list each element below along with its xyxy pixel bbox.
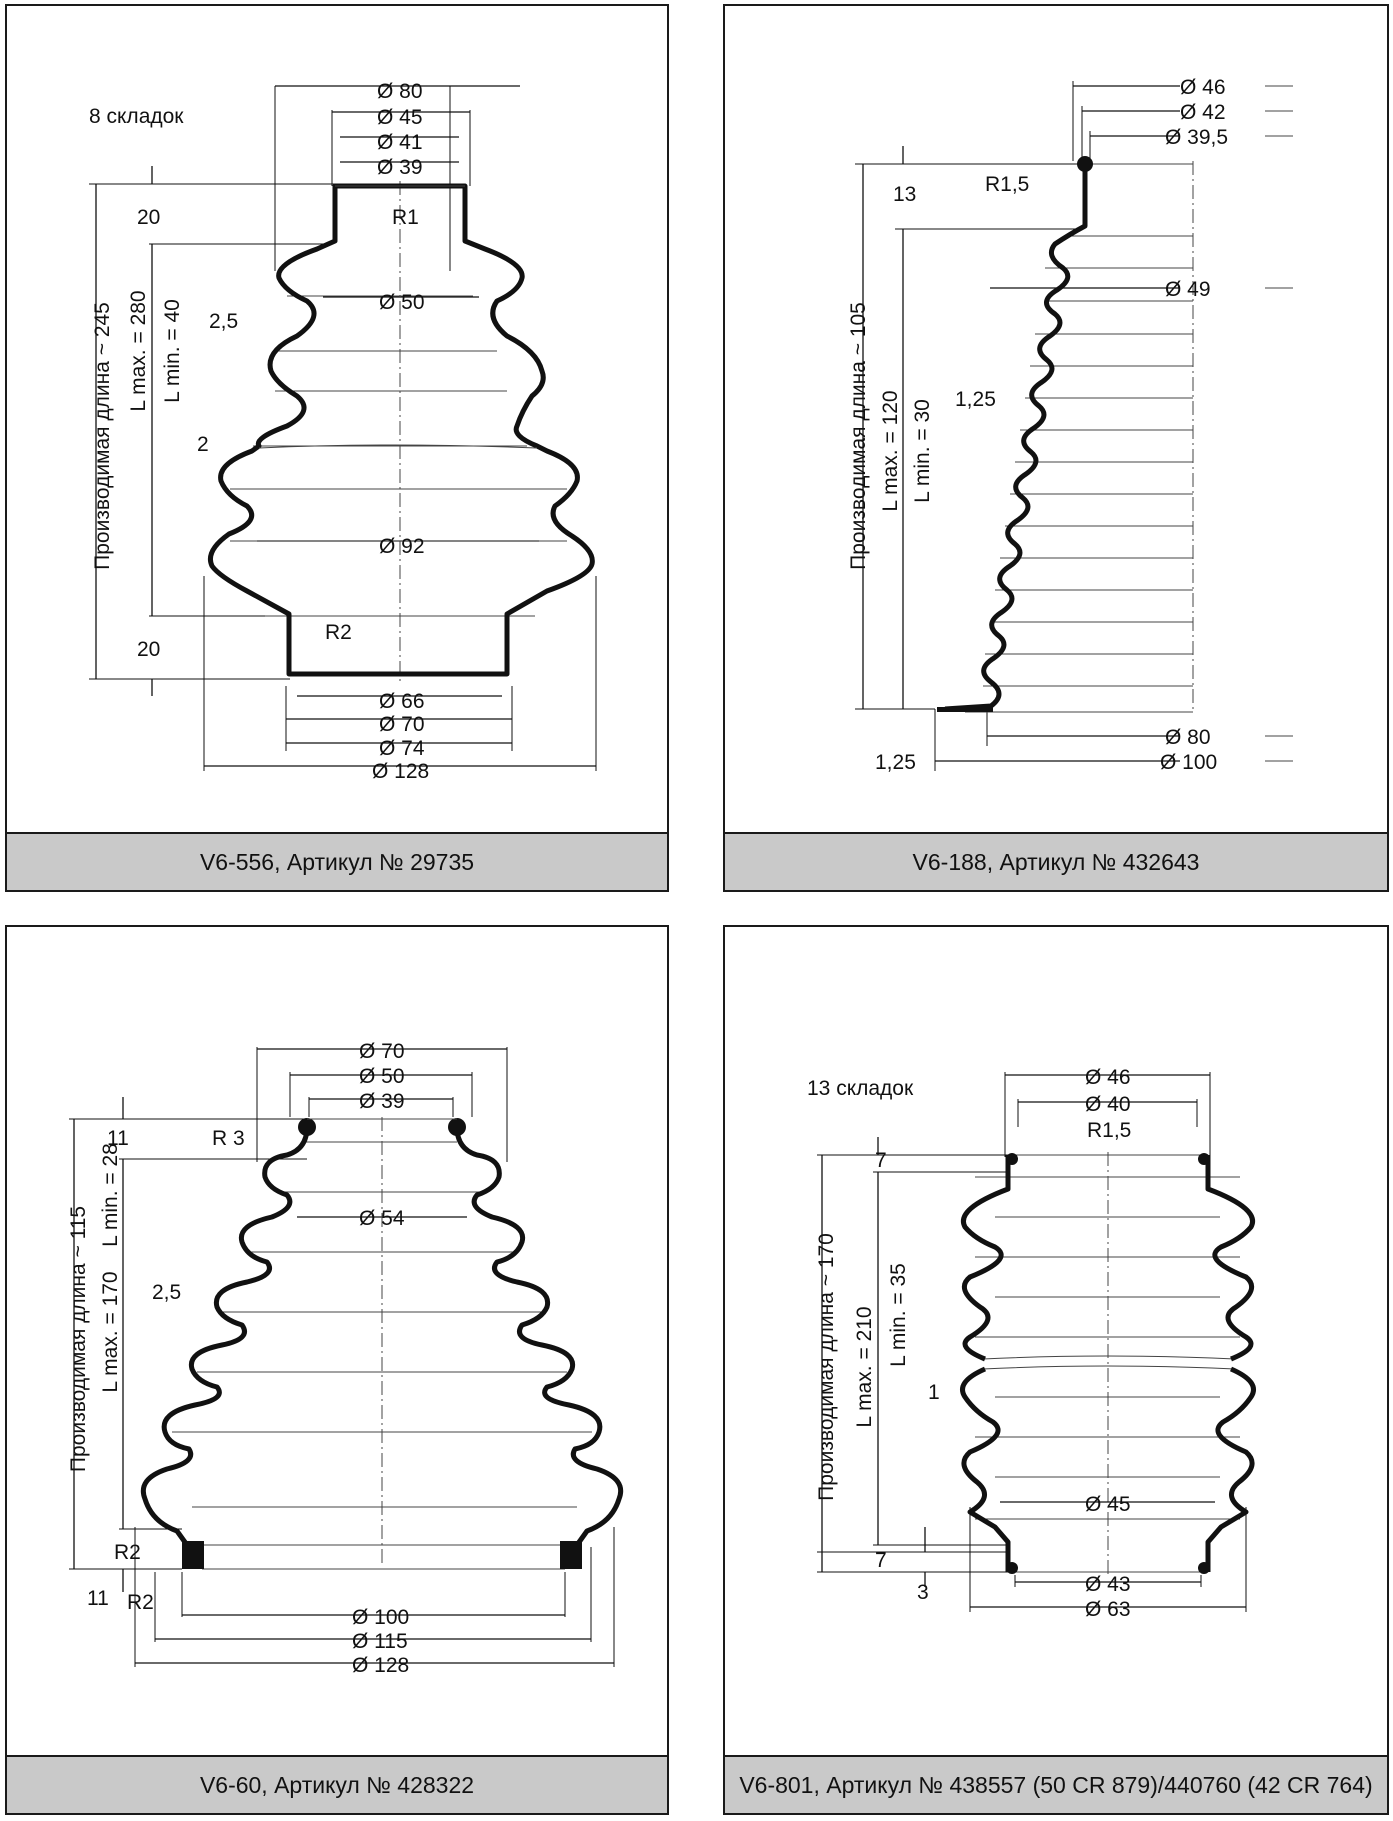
dim-label: Ø 100 <box>352 1606 410 1629</box>
boot-profile <box>945 164 1085 709</box>
dim-label: Ø 63 <box>1085 1598 1131 1621</box>
dim-label: Ø 54 <box>359 1207 405 1230</box>
dim-label: Ø 70 <box>379 713 425 736</box>
radius-label: R 3 <box>212 1127 245 1150</box>
drawing-panel-v6-801 <box>723 925 1389 1815</box>
dim-label: Ø 92 <box>379 535 425 558</box>
lmax-label: L max. = 210 <box>853 1306 876 1428</box>
boot-profile-left <box>210 186 592 674</box>
panel-caption: V6-801, Артикул № 438557 (50 CR 879)/440760 (42 CR 764) <box>725 1755 1387 1813</box>
boot-drawing-v6-801 <box>725 927 1387 1759</box>
panel-caption: V6-188, Артикул № 432643 <box>725 832 1387 890</box>
height-label: 3 <box>917 1581 929 1604</box>
dim-label: Ø 45 <box>1085 1493 1131 1516</box>
dim-label: Ø 45 <box>377 106 423 129</box>
drawing-panel-v6-556 <box>5 4 669 892</box>
dim-label: Ø 100 <box>1160 751 1218 774</box>
panel-caption: V6-556, Артикул № 29735 <box>7 832 667 890</box>
radius-label: R2 <box>114 1541 141 1564</box>
boot-drawing-v6-60 <box>7 927 667 1759</box>
drawing-panel-v6-188 <box>723 4 1389 892</box>
radius-label: R2 <box>325 621 352 644</box>
lmin-label: L min. = 40 <box>161 299 184 403</box>
thickness-label: 1,25 <box>955 388 996 411</box>
dim-label: Ø 43 <box>1085 1573 1131 1596</box>
dim-label: Ø 128 <box>372 760 430 783</box>
boot-drawing-v6-556 <box>7 6 667 836</box>
height-label: 7 <box>875 1549 887 1572</box>
thickness-label: 2 <box>197 433 209 456</box>
height-label: 20 <box>137 638 161 661</box>
length-label: Производимая длина ~ 170 <box>815 1233 838 1501</box>
lmin-label: L min. = 28 <box>99 1143 122 1247</box>
length-label: Производимая длина ~ 105 <box>847 302 870 570</box>
length-label: Производимая длина ~ 115 <box>67 1205 90 1473</box>
radius-label: R1 <box>392 206 419 229</box>
radius-label: R2 <box>127 1591 154 1614</box>
radius-label: R1,5 <box>1087 1119 1132 1142</box>
lmin-label: L min. = 30 <box>911 399 934 503</box>
radius-label: R1,5 <box>985 173 1030 196</box>
dim-label: Ø 128 <box>352 1654 410 1677</box>
thickness-label: 2,5 <box>209 310 239 333</box>
dim-label: Ø 41 <box>377 131 423 154</box>
height-label: 7 <box>875 1149 887 1172</box>
dim-label: Ø 39 <box>359 1090 405 1113</box>
dim-label: Ø 115 <box>352 1630 408 1653</box>
height-label: 1,25 <box>875 751 916 774</box>
dim-label: Ø 42 <box>1180 101 1226 124</box>
dim-label: Ø 74 <box>379 737 425 760</box>
lmax-label: L max. = 170 <box>99 1271 122 1393</box>
thickness-label: 2,5 <box>152 1281 182 1304</box>
dim-label: Ø 50 <box>359 1065 405 1088</box>
dim-label: Ø 49 <box>1165 278 1211 301</box>
lmax-label: L max. = 280 <box>127 290 150 412</box>
folds-label: 13 складок <box>807 1077 914 1100</box>
dim-label: Ø 80 <box>377 80 423 103</box>
panel-caption: V6-60, Артикул № 428322 <box>7 1755 667 1813</box>
height-label: 11 <box>87 1587 109 1610</box>
height-label: 11 <box>107 1127 129 1150</box>
dim-label: Ø 50 <box>379 291 425 314</box>
dim-label: Ø 39,5 <box>1165 126 1229 149</box>
dim-label: Ø 46 <box>1180 76 1226 99</box>
thickness-label: 1 <box>928 1381 940 1404</box>
length-label: Производимая длина ~ 245 <box>91 302 114 570</box>
dim-label: Ø 70 <box>359 1040 405 1063</box>
dim-label: Ø 66 <box>379 690 425 713</box>
height-label: 20 <box>137 206 161 229</box>
dim-label: Ø 46 <box>1085 1066 1131 1089</box>
folds-label: 8 складок <box>89 105 184 128</box>
lmin-label: L min. = 35 <box>887 1263 910 1367</box>
dim-label: Ø 80 <box>1165 726 1211 749</box>
height-label: 13 <box>893 183 917 206</box>
drawing-panel-v6-60 <box>5 925 669 1815</box>
boot-drawing-v6-188 <box>725 6 1387 836</box>
dim-label: Ø 39 <box>377 156 423 179</box>
dim-label: Ø 40 <box>1085 1093 1131 1116</box>
lmax-label: L max. = 120 <box>879 390 902 512</box>
